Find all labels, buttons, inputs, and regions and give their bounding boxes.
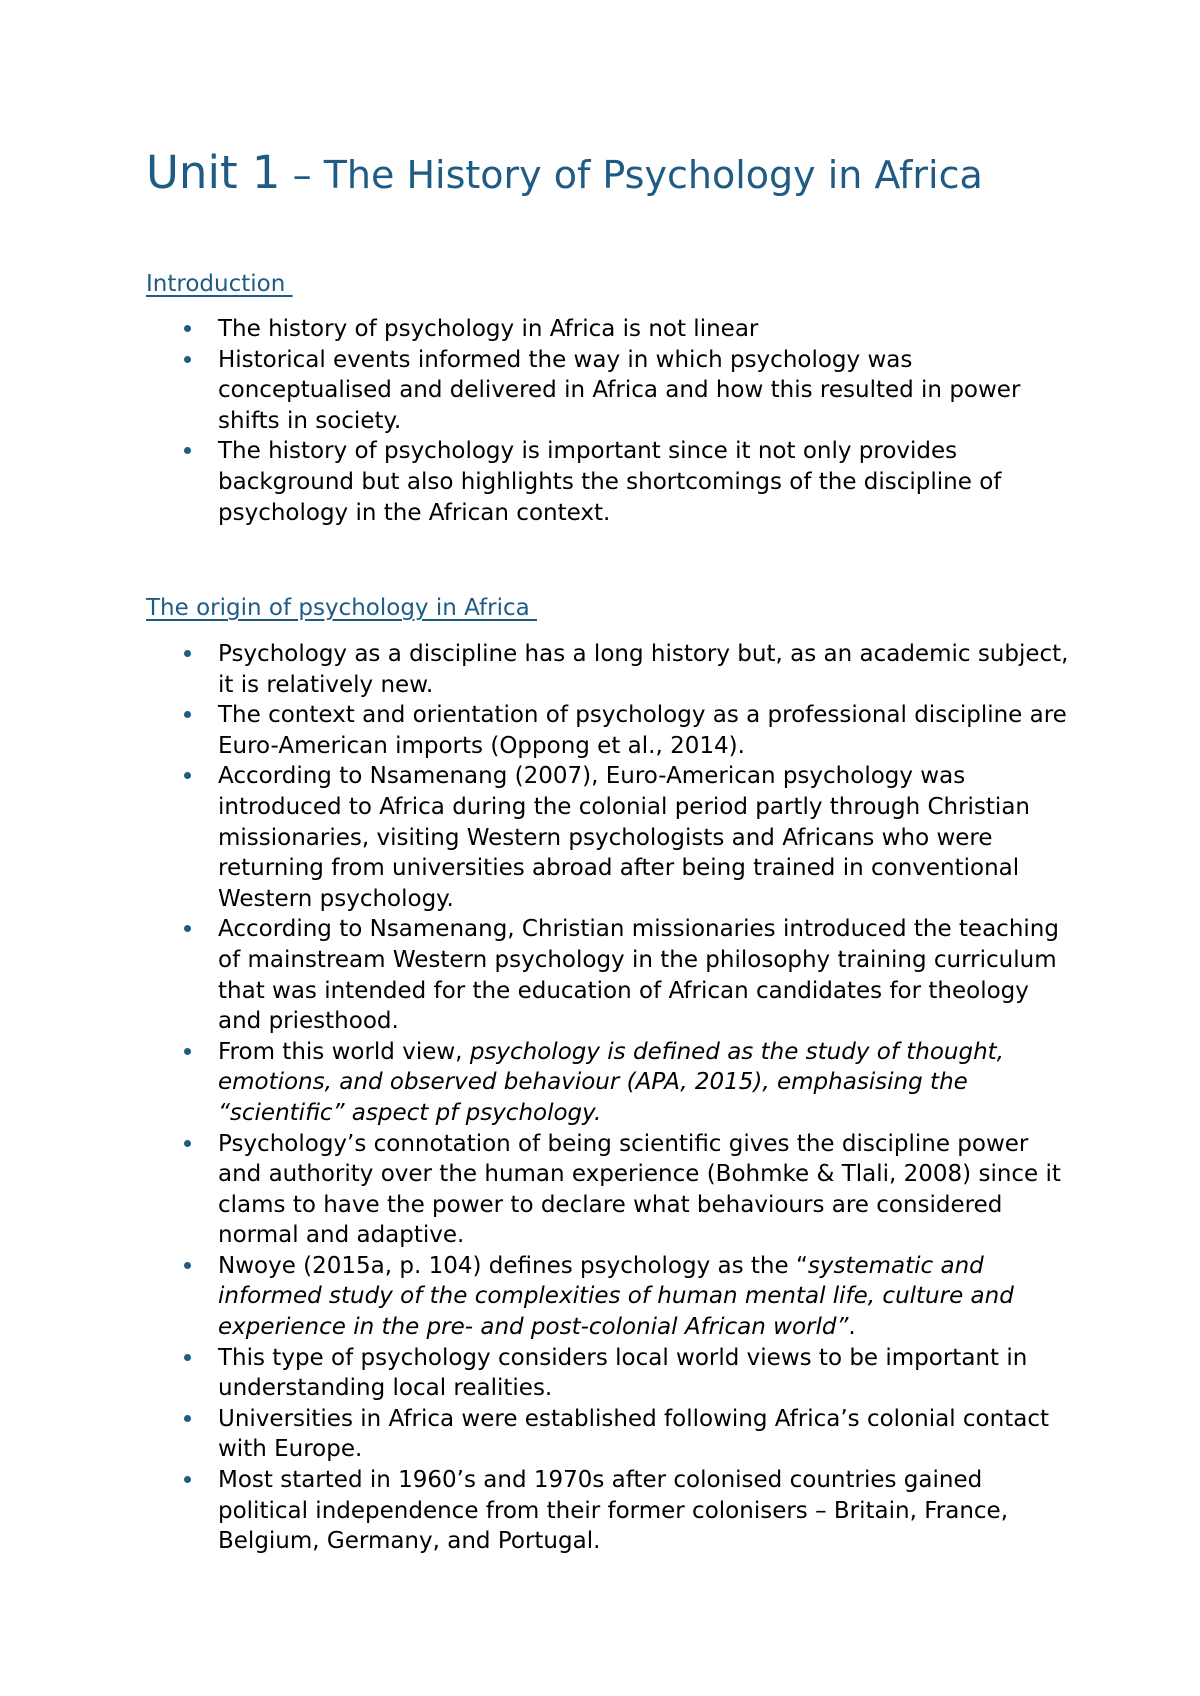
list-item <box>146 1037 1076 1129</box>
list-item <box>146 436 1076 528</box>
bullet-text <box>218 1037 1076 1129</box>
bullet-text <box>218 1251 1076 1343</box>
bullet-text-italic: systematic and informed study of the complexities of human mental life, culture and experience in the pre- and post-colonial African world” <box>218 1252 1014 1341</box>
title-text: – The History of Psychology in Africa <box>280 153 983 197</box>
bullet-text-lead: From this world view, <box>218 1038 470 1065</box>
bullet-icon <box>184 1415 191 1422</box>
bullet-icon <box>184 325 191 332</box>
list-item <box>146 345 1076 437</box>
title-unit: Unit 1 <box>146 146 281 199</box>
list-item <box>146 914 1076 1036</box>
bullet-text: The context and orientation of psychology as a professional discipline are Euro-American imports (Oppong et al., 2014). <box>218 702 1067 759</box>
bullet-text: According to Nsamenang (2007), Euro-American psychology was introduced to Africa during the colonial period partly through Christian missionaries, visiting Western psychologists and Africans who were returning from universities abroad after being trained in conventional Western psychology. <box>218 763 1030 912</box>
bullet-icon <box>184 356 191 363</box>
origin-bullet-list <box>146 639 1076 1557</box>
bullet-icon <box>184 1140 191 1147</box>
bullet-text-tail: . <box>848 1314 856 1341</box>
list-item <box>146 314 1076 345</box>
list-item <box>146 700 1076 761</box>
bullet-icon <box>184 650 191 657</box>
list-item <box>146 761 1076 914</box>
bullet-icon <box>184 711 191 718</box>
bullet-text: Most started in 1960’s and 1970s after colonised countries gained political independence from their former colonisers – Britain, France, Belgium, Germany, and Portugal. <box>218 1467 1009 1555</box>
bullet-text: Psychology as a discipline has a long history but, as an academic subject, it is relatively new. <box>218 641 1069 698</box>
bullet-icon <box>184 1048 191 1055</box>
bullet-text: The history of psychology in Africa is not linear <box>218 316 759 342</box>
list-item <box>146 639 1076 700</box>
bullet-icon <box>184 925 191 932</box>
bullet-icon <box>184 1354 191 1361</box>
bullet-text: Psychology’s connotation of being scientific gives the discipline power and authority over the human experience (Bohmke & Tlali, 2008) since it clams to have the power to declare what behaviours are considered normal and adaptive. <box>218 1130 1061 1249</box>
list-item <box>146 1343 1076 1404</box>
bullet-text: Universities in Africa were established following Africa’s colonial contact with Europe. <box>218 1405 1049 1463</box>
list-item <box>146 1465 1076 1557</box>
bullet-icon <box>184 447 191 454</box>
list-item <box>146 1251 1076 1343</box>
section-heading-introduction: Introduction <box>146 271 293 297</box>
bullet-icon <box>184 1476 191 1483</box>
list-item <box>146 1404 1076 1465</box>
bullet-text: This type of psychology considers local world views to be important in understanding local realities. <box>218 1344 1028 1402</box>
list-item <box>146 1129 1076 1251</box>
bullet-text-lead: Nwoye (2015a, p. 104) defines psychology as the “ <box>218 1252 808 1279</box>
page-title <box>146 146 983 199</box>
introduction-bullet-list <box>146 314 1076 528</box>
section-heading-origin: The origin of psychology in Africa <box>146 595 538 621</box>
bullet-text: According to Nsamenang, Christian missionaries introduced the teaching of mainstream Western psychology in the philosophy training curriculum that was intended for the education of African candidates for theology and priesthood. <box>218 916 1059 1035</box>
bullet-icon <box>184 1262 191 1269</box>
bullet-text: The history of psychology is important since it not only provides background but also highlights the shortcomings of the discipline of psychology in the African context. <box>218 438 1002 526</box>
bullet-icon <box>184 772 191 779</box>
bullet-text: Historical events informed the way in which psychology was conceptualised and delivered in Africa and how this resulted in power shifts in society. <box>218 346 1021 434</box>
bullet-text-italic: psychology is defined as the study of thought, emotions, and observed behaviour (APA, 2015), emphasising the “scientific” aspect pf psychology. <box>218 1038 1004 1126</box>
